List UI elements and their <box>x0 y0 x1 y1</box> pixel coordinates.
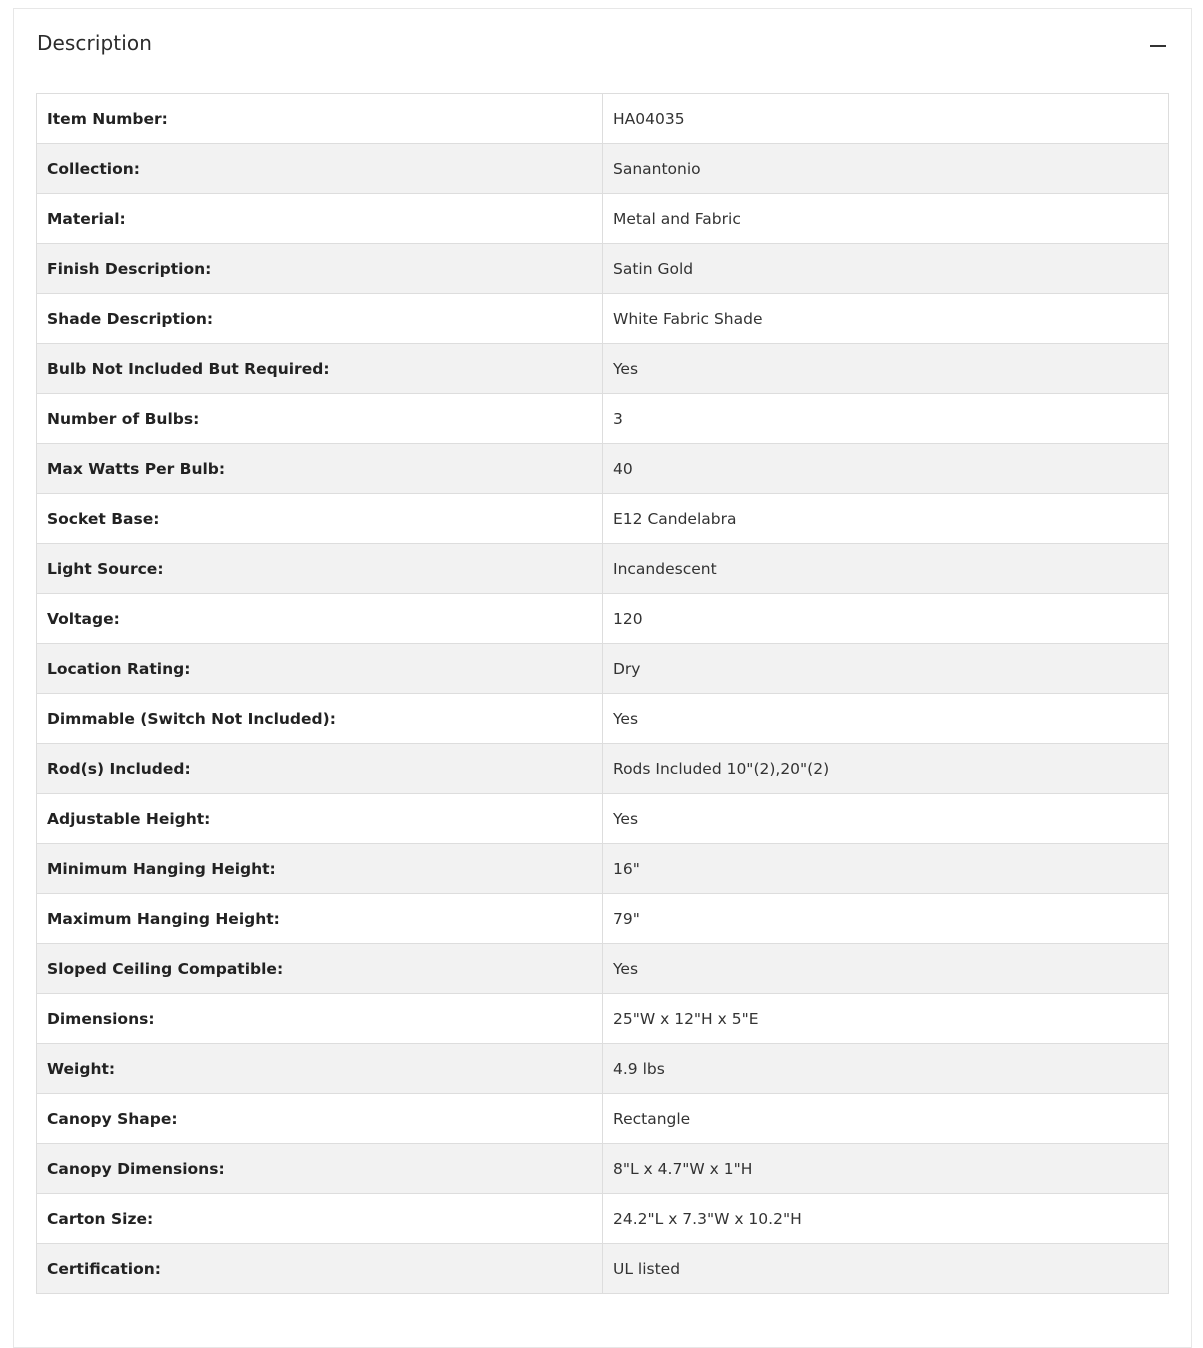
spec-label: Location Rating: <box>37 644 603 694</box>
table-row <box>37 494 1169 544</box>
spec-label: Rod(s) Included: <box>37 744 603 794</box>
table-row <box>37 844 1169 894</box>
spec-label: Material: <box>37 194 603 244</box>
spec-label: Canopy Dimensions: <box>37 1144 603 1194</box>
spec-label: Sloped Ceiling Compatible: <box>37 944 603 994</box>
table-row <box>37 1194 1169 1244</box>
spec-value: 16" <box>603 844 1169 894</box>
spec-label: Finish Description: <box>37 244 603 294</box>
table-row <box>37 1094 1169 1144</box>
description-header[interactable] <box>14 9 1191 83</box>
spec-label: Voltage: <box>37 594 603 644</box>
spec-label: Adjustable Height: <box>37 794 603 844</box>
spec-value: White Fabric Shade <box>603 294 1169 344</box>
spec-value: E12 Candelabra <box>603 494 1169 544</box>
table-row <box>37 694 1169 744</box>
spec-label: Carton Size: <box>37 1194 603 1244</box>
section-title: Description <box>37 31 153 55</box>
table-row <box>37 794 1169 844</box>
specs-table <box>36 93 1169 1294</box>
table-row <box>37 644 1169 694</box>
spec-label: Number of Bulbs: <box>37 394 603 444</box>
spec-value: UL listed <box>603 1244 1169 1294</box>
table-row <box>37 1244 1169 1294</box>
spec-value: 40 <box>603 444 1169 494</box>
spec-label: Dimensions: <box>37 994 603 1044</box>
spec-value: HA04035 <box>603 94 1169 144</box>
table-row <box>37 294 1169 344</box>
spec-value: Metal and Fabric <box>603 194 1169 244</box>
spec-value: 8"L x 4.7"W x 1"H <box>603 1144 1169 1194</box>
spec-label: Light Source: <box>37 544 603 594</box>
spec-value: Yes <box>603 694 1169 744</box>
spec-label: Max Watts Per Bulb: <box>37 444 603 494</box>
spec-label: Shade Description: <box>37 294 603 344</box>
table-row <box>37 894 1169 944</box>
spec-value: 3 <box>603 394 1169 444</box>
spec-label: Certification: <box>37 1244 603 1294</box>
spec-label: Canopy Shape: <box>37 1094 603 1144</box>
description-panel <box>13 8 1192 1348</box>
table-row <box>37 444 1169 494</box>
minus-icon[interactable] <box>1149 36 1167 54</box>
spec-label: Weight: <box>37 1044 603 1094</box>
spec-value: Sanantonio <box>603 144 1169 194</box>
spec-label: Dimmable (Switch Not Included): <box>37 694 603 744</box>
spec-value: Yes <box>603 794 1169 844</box>
spec-label: Socket Base: <box>37 494 603 544</box>
spec-value: Rectangle <box>603 1094 1169 1144</box>
table-row <box>37 1144 1169 1194</box>
spec-label: Bulb Not Included But Required: <box>37 344 603 394</box>
spec-value: Incandescent <box>603 544 1169 594</box>
spec-label: Maximum Hanging Height: <box>37 894 603 944</box>
spec-value: Rods Included 10"(2),20"(2) <box>603 744 1169 794</box>
table-row <box>37 544 1169 594</box>
spec-label: Item Number: <box>37 94 603 144</box>
spec-label: Collection: <box>37 144 603 194</box>
spec-value: 4.9 lbs <box>603 1044 1169 1094</box>
spec-value: Yes <box>603 344 1169 394</box>
spec-value: 25"W x 12"H x 5"E <box>603 994 1169 1044</box>
table-row <box>37 94 1169 144</box>
spec-value: Yes <box>603 944 1169 994</box>
table-row <box>37 394 1169 444</box>
spec-value: 24.2"L x 7.3"W x 10.2"H <box>603 1194 1169 1244</box>
table-row <box>37 194 1169 244</box>
spec-value: 79" <box>603 894 1169 944</box>
table-row <box>37 994 1169 1044</box>
spec-value: Satin Gold <box>603 244 1169 294</box>
table-row <box>37 944 1169 994</box>
spec-value: 120 <box>603 594 1169 644</box>
table-row <box>37 244 1169 294</box>
table-row <box>37 594 1169 644</box>
spec-value: Dry <box>603 644 1169 694</box>
table-row <box>37 144 1169 194</box>
spec-label: Minimum Hanging Height: <box>37 844 603 894</box>
table-row <box>37 344 1169 394</box>
table-row <box>37 1044 1169 1094</box>
table-row <box>37 744 1169 794</box>
